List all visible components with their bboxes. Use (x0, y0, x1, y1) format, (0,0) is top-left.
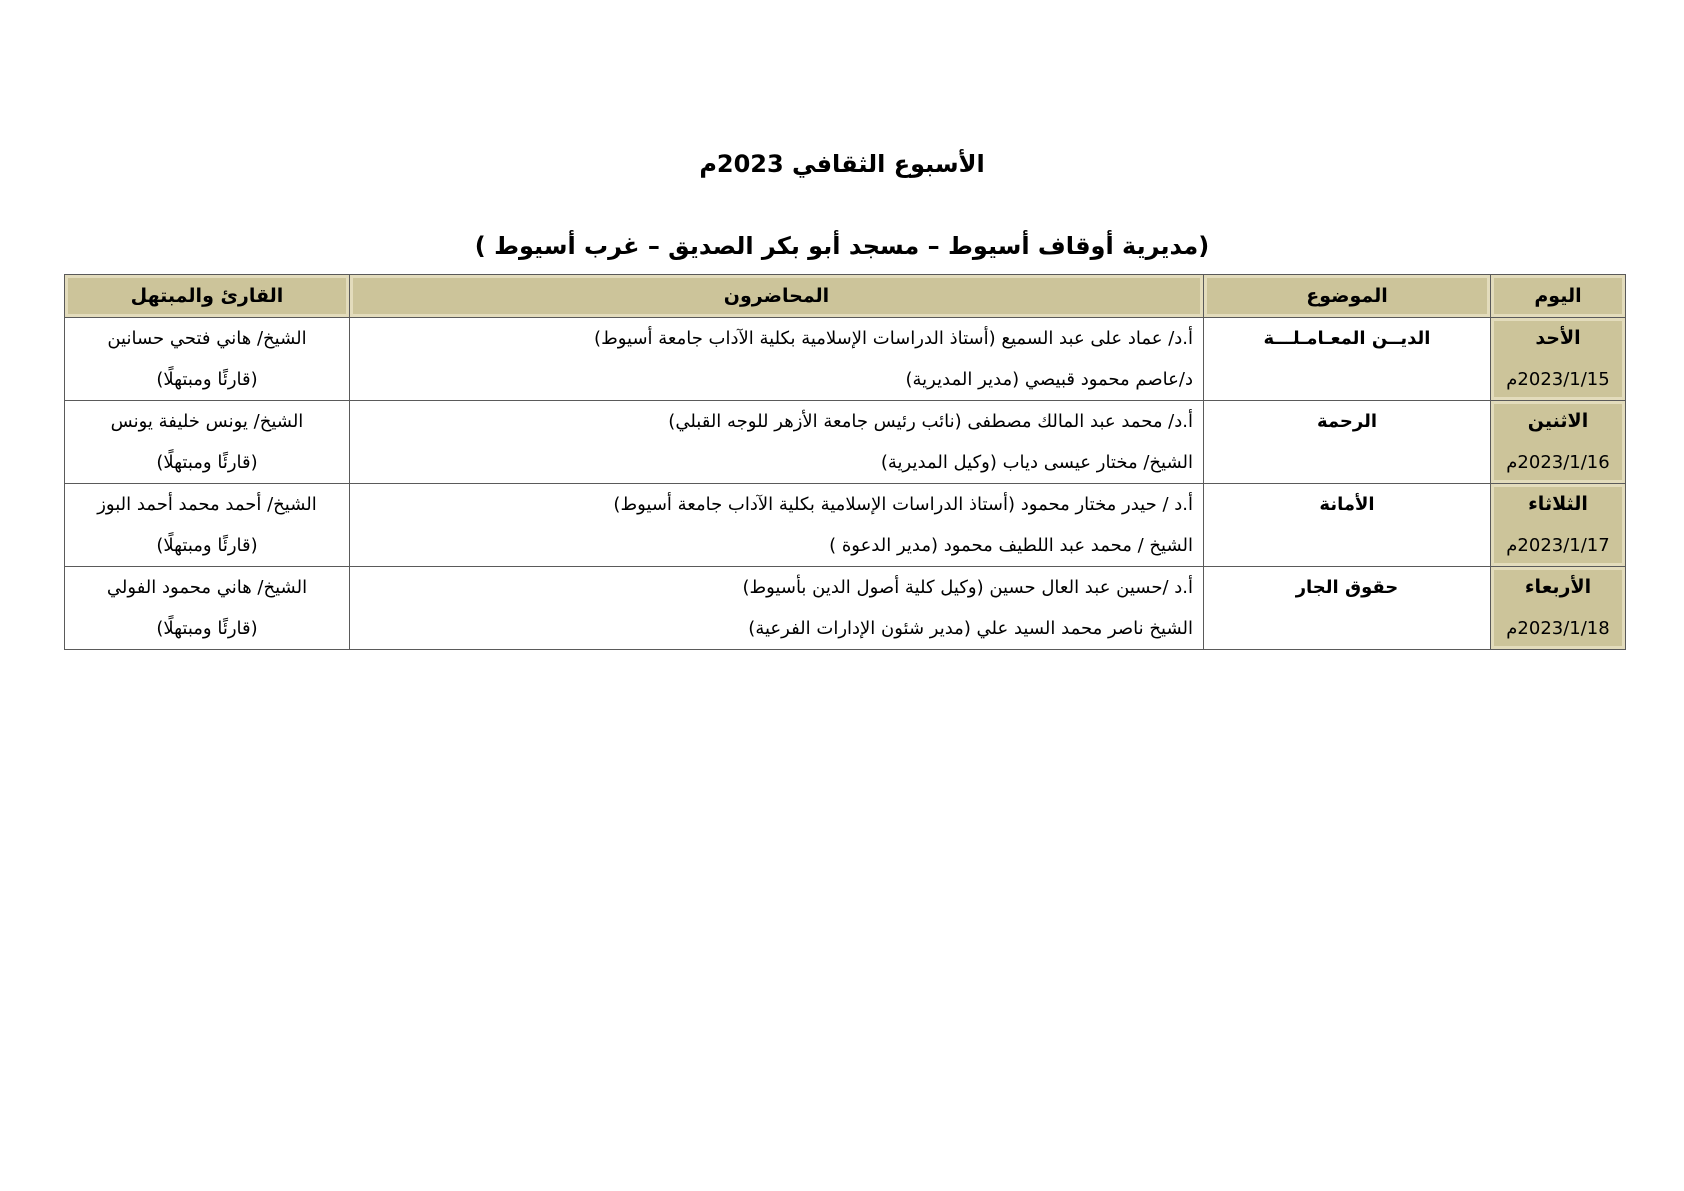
topic-cell (1204, 484, 1491, 567)
lecturers-cell (350, 318, 1204, 401)
reciter-role: (قارئًا ومبتهلًا) (156, 618, 258, 639)
lecturer-primary: أ.د/ عماد على عبد السميع (أستاذ الدراسات الإسلامية بكلية الآداب جامعة أسيوط) (594, 328, 1193, 349)
reciter-role: (قارئًا ومبتهلًا) (156, 452, 258, 473)
lecturer-secondary: الشيخ ناصر محمد السيد علي (مدير شئون الإدارات الفرعية) (748, 618, 1193, 639)
reciter-cell (65, 567, 350, 650)
day-name: الأربعاء (1524, 576, 1592, 598)
day-cell (1491, 318, 1626, 401)
table-row (65, 401, 1626, 484)
lecturer-secondary: د/عاصم محمود قبيصي (مدير المديرية) (905, 369, 1193, 390)
reciter-name: الشيخ/ هاني محمود الفولي (106, 577, 308, 598)
topic-cell (1204, 401, 1491, 484)
lecturers-cell (350, 401, 1204, 484)
day-name: الثلاثاء (1528, 493, 1588, 515)
reciter-name: الشيخ/ يونس خليفة يونس (110, 411, 304, 432)
reciter-cell (65, 401, 350, 484)
reciter-cell (65, 318, 350, 401)
day-date: 2023/1/17م (1506, 535, 1610, 556)
table-row (65, 484, 1626, 567)
topic-text: الأمانة (1319, 494, 1375, 515)
lecturer-primary: أ.د/ محمد عبد المالك مصطفى (نائب رئيس جامعة الأزهر للوجه القبلي) (668, 411, 1193, 432)
lecturer-secondary: الشيخ / محمد عبد اللطيف محمود (مدير الدعوة ) (829, 535, 1193, 556)
header-reciter: القارئ والمبتهل (65, 275, 350, 318)
table-row (65, 567, 1626, 650)
lecturers-cell (350, 484, 1204, 567)
page-subtitle: (مديرية أوقاف أسيوط – مسجد أبو بكر الصديق – غرب أسيوط ) (474, 232, 1210, 260)
topic-text: حقوق الجار (1295, 577, 1399, 598)
day-date: 2023/1/15م (1506, 369, 1610, 390)
reciter-name: الشيخ/ هاني فتحي حسانين (107, 328, 307, 349)
topic-text: الرحمة (1316, 411, 1378, 432)
reciter-name: الشيخ/ أحمد محمد أحمد البوز (97, 494, 317, 515)
reciter-role: (قارئًا ومبتهلًا) (156, 369, 258, 390)
table-header-row (65, 275, 1626, 318)
day-name: الأحد (1535, 327, 1581, 349)
lecturer-primary: أ.د / حيدر مختار محمود (أستاذ الدراسات الإسلامية بكلية الآداب جامعة أسيوط) (613, 494, 1193, 515)
schedule-table (64, 274, 1626, 650)
header-lecturers: المحاضرون (350, 275, 1204, 318)
topic-cell (1204, 567, 1491, 650)
topic-text: الديــن المعـامـلـــة (1263, 328, 1431, 349)
day-cell (1491, 401, 1626, 484)
reciter-cell (65, 484, 350, 567)
header-topic: الموضوع (1204, 275, 1491, 318)
day-cell (1491, 567, 1626, 650)
header-day: اليوم (1491, 275, 1626, 318)
day-date: 2023/1/18م (1506, 618, 1610, 639)
reciter-role: (قارئًا ومبتهلًا) (156, 535, 258, 556)
page-title: الأسبوع الثقافي 2023م (699, 150, 985, 178)
table-row (65, 318, 1626, 401)
day-cell (1491, 484, 1626, 567)
day-date: 2023/1/16م (1506, 452, 1610, 473)
lecturer-primary: أ.د /حسين عبد العال حسين (وكيل كلية أصول الدين بأسيوط) (742, 577, 1193, 598)
lecturer-secondary: الشيخ/ مختار عيسى دياب (وكيل المديرية) (880, 452, 1193, 473)
lecturers-cell (350, 567, 1204, 650)
topic-cell (1204, 318, 1491, 401)
day-name: الاثنين (1527, 410, 1589, 432)
